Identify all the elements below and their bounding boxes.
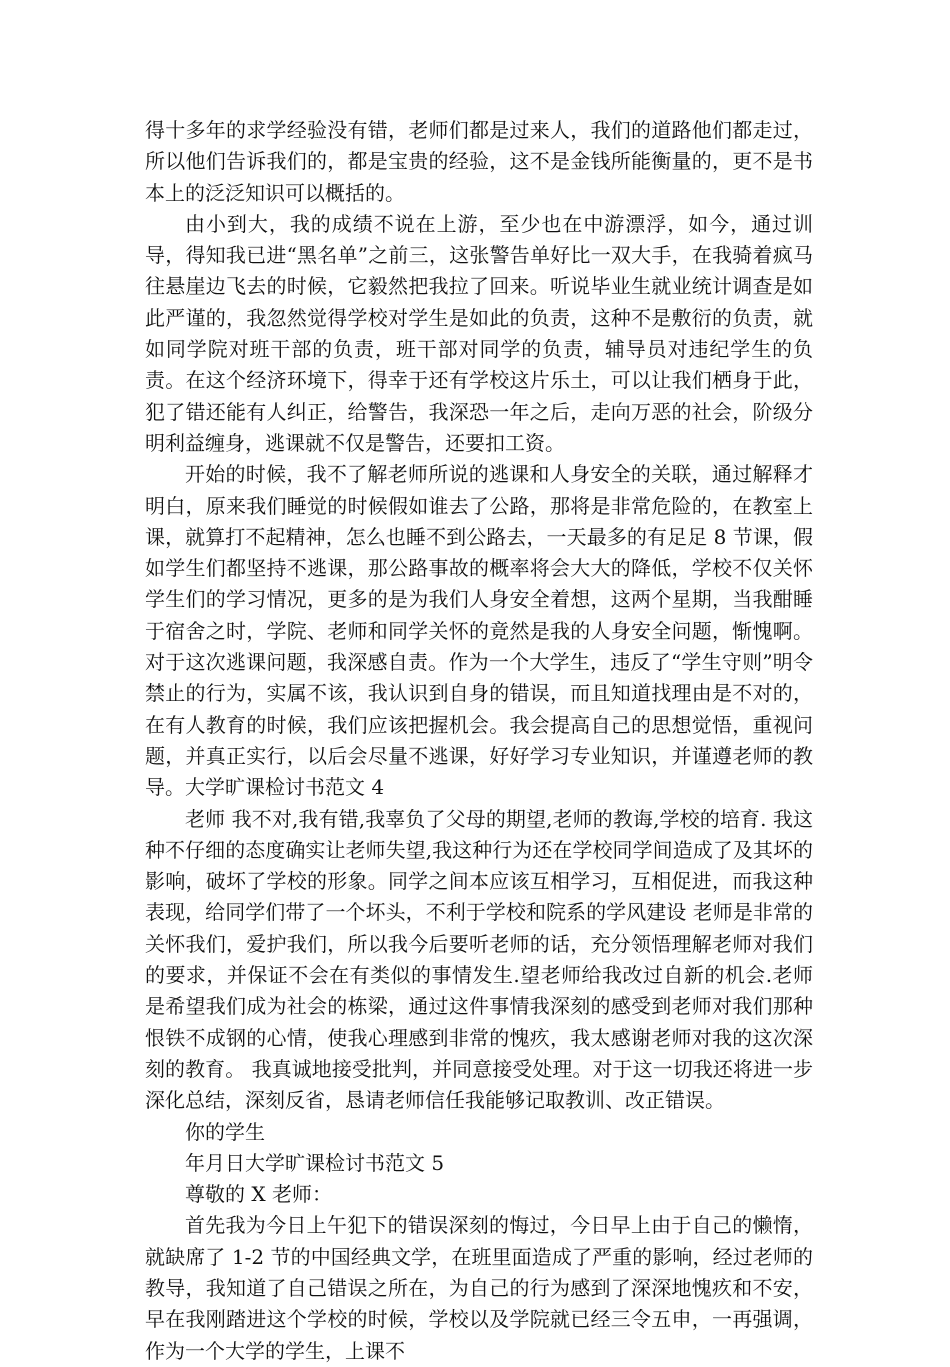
paragraph-3: 开始的时候，我不了解老师所说的逃课和人身安全的关联，通过解释才明白，原来我们睡觉的时候假如谁去了公路，那将是非常危险的，在教室上课，就算打不起精神，怎么也睡不到公路去，一天最多的有足足 8 节课，假如学生们都坚持不逃课，那公路事故的概率将会大大的降低，学校不仅关怀学生们的学习情况，更多的是为我们人身安全着想，这两个星期，当我酣睡于宿舍之时，学院、老师和同学关怀的竟然是我的人身安全问题，惭愧啊。对于这次逃课问题，我深感自责。作为一个大学生，违反了“学生守则”明令禁止的行为，实属不该，我认识到自身的错误，而且知道找理由是不对的，在有人教育的时候，我们应该把握机会。我会提高自己的思想觉悟，重视问题，并真正实行，以后会尽量不逃课，好好学习专业知识，并谨遵老师的教导。大学旷课检讨书范文 4: [145, 462, 813, 800]
paragraph-1: 得十多年的求学经验没有错，老师们都是过来人，我们的道路他们都走过，所以他们告诉我们的，都是宝贵的经验，这不是金钱所能衡量的，更不是书本上的泛泛知识可以概括的。: [145, 118, 813, 205]
paragraph-4: 老师 我不对,我有错,我辜负了父母的期望,老师的教诲,学校的培育. 我这种不仔细的态度确实让老师失望,我这种行为还在学校同学间造成了及其坏的影响，破坏了学校的形象。同学之间本应该互相学习，互相促进，而我这种表现，给同学们带了一个坏头，不利于学校和院系的学风建设 老师是非常的关怀我们，爱护我们，所以我今后要听老师的话，充分领悟理解老师对我们的要求，并保证不会在有类似的事情发生.望老师给我改过自新的机会.老师是希望我们成为社会的栋梁，通过这件事情我深刻的感受到老师对我们那种恨铁不成钢的心情，使我心理感到非常的愧疚，我太感谢老师对我的这次深刻的教育。 我真诚地接受批判，并同意接受处理。对于这一切我还将进一步深化总结，深刻反省，恳请老师信任我能够记取教训、改正错误。: [145, 806, 813, 1113]
document-body: [145, 115, 813, 1367]
signature-line: 你的学生: [185, 1119, 265, 1144]
paragraph-2: 由小到大，我的成绩不说在上游，至少也在中游漂浮，如今，通过训导，得知我已进“黑名单”之前三，这张警告单好比一双大手，在我骑着疯马往悬崖边飞去的时候，它毅然把我拉了回来。听说毕业生就业统计调查是如此严谨的，我忽然觉得学校对学生是如此的负责，这种不是敷衍的负责，就如同学院对班干部的负责，班干部对同学的负责，辅导员对违纪学生的负责。在这个经济环境下，得幸于还有学校这片乐土，可以让我们栖身于此，犯了错还能有人纠正，给警告，我深恐一年之后，走向万恶的社会，阶级分明利益缠身，逃课就不仅是警告，还要扣工资。: [145, 211, 813, 455]
salutation: 尊敬的 X 老师：: [185, 1182, 332, 1207]
section-heading: 年月日大学旷课检讨书范文 5: [185, 1150, 445, 1175]
paragraph-5: 首先我为今日上午犯下的错误深刻的悔过，今日早上由于自己的懒惰，就缺席了 1-2 节的中国经典文学，在班里面造成了严重的影响，经过老师的教导，我知道了自己错误之所在，为自己的行为感到了深深地愧疚和不安，早在我刚踏进这个学校的时候，学校以及学院就已经三令五申，一再强调，作为一个大学的学生，上课不: [145, 1213, 813, 1363]
